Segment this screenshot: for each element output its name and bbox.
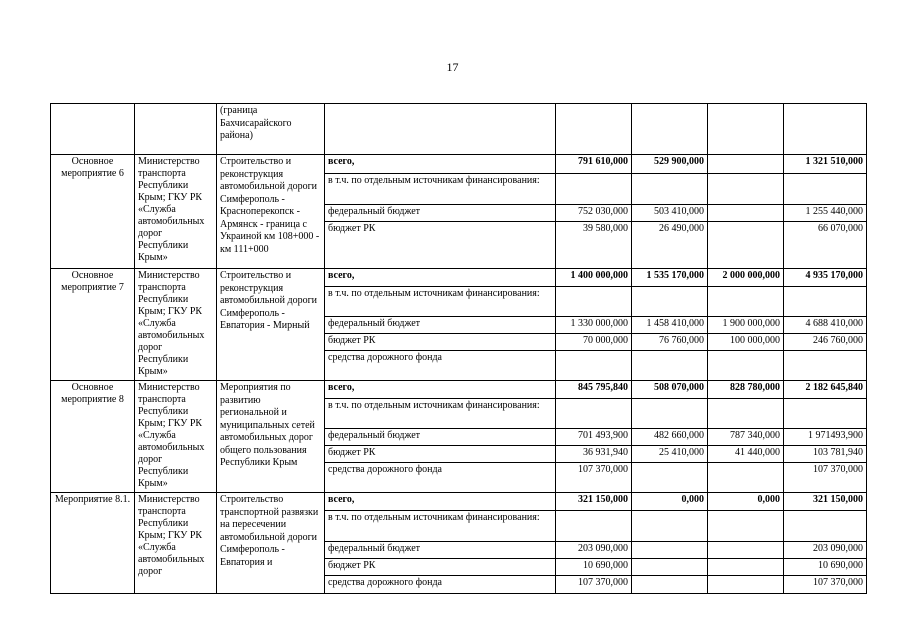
year-value-cell: 203 090,000 <box>556 542 632 559</box>
year-value-cell: 503 410,000 <box>632 205 708 222</box>
year-value-cell <box>556 174 632 205</box>
year-value-cell: 529 900,000 <box>632 155 708 174</box>
year-value-cell: 701 493,900 <box>556 429 632 446</box>
funding-source-cell: средства дорожного фонда <box>325 576 556 594</box>
year-value-cell: 1 535 170,000 <box>632 269 708 287</box>
measure-cell: Основное мероприятие 6 <box>51 155 135 269</box>
year-value-cell <box>708 463 784 493</box>
value-cell <box>784 104 867 155</box>
year-value-cell: 1 330 000,000 <box>556 317 632 334</box>
measure-cell: Мероприятие 8.1. <box>51 493 135 594</box>
funding-source-cell: средства дорожного фонда <box>325 351 556 381</box>
total-value-cell: 1 321 510,000 <box>784 155 867 174</box>
funding-source-cell: всего, <box>325 269 556 287</box>
description-cell: (граница Бахчисарайского района) <box>217 104 325 155</box>
year-value-cell: 36 931,940 <box>556 446 632 463</box>
total-value-cell: 66 070,000 <box>784 222 867 269</box>
table-row <box>51 493 867 511</box>
year-value-cell: 39 580,000 <box>556 222 632 269</box>
year-value-cell <box>708 351 784 381</box>
year-value-cell: 791 610,000 <box>556 155 632 174</box>
funding-source-cell: в т.ч. по отдельным источникам финансирования: <box>325 174 556 205</box>
measure-cell <box>51 104 135 155</box>
funding-source-cell: бюджет РК <box>325 446 556 463</box>
year-value-cell: 828 780,000 <box>708 381 784 399</box>
value-cell <box>632 104 708 155</box>
funding-source-cell: федеральный бюджет <box>325 205 556 222</box>
page-number: 17 <box>446 60 459 74</box>
total-value-cell <box>784 399 867 429</box>
budget-table <box>50 103 867 594</box>
year-value-cell: 1 458 410,000 <box>632 317 708 334</box>
total-value-cell: 107 370,000 <box>784 576 867 594</box>
total-value-cell: 2 182 645,840 <box>784 381 867 399</box>
year-value-cell: 1 900 000,000 <box>708 317 784 334</box>
year-value-cell: 70 000,000 <box>556 334 632 351</box>
total-value-cell <box>784 174 867 205</box>
funding-source-cell: бюджет РК <box>325 334 556 351</box>
year-value-cell <box>556 399 632 429</box>
total-value-cell: 107 370,000 <box>784 463 867 493</box>
funding-source-cell: в т.ч. по отдельным источникам финансирования: <box>325 287 556 317</box>
year-value-cell <box>708 399 784 429</box>
total-value-cell: 246 760,000 <box>784 334 867 351</box>
year-value-cell <box>632 463 708 493</box>
year-value-cell <box>708 174 784 205</box>
executor-cell: Министерство транспорта Республики Крым; ГКУ РК «Служба автомобильных дорог Республики Крым» <box>135 155 217 269</box>
year-value-cell <box>632 559 708 576</box>
funding-source-cell: федеральный бюджет <box>325 429 556 446</box>
year-value-cell <box>556 287 632 317</box>
total-value-cell <box>784 287 867 317</box>
year-value-cell: 107 370,000 <box>556 463 632 493</box>
total-value-cell: 1 255 440,000 <box>784 205 867 222</box>
year-value-cell <box>708 222 784 269</box>
year-value-cell: 107 370,000 <box>556 576 632 594</box>
funding-source-cell: бюджет РК <box>325 222 556 269</box>
year-value-cell <box>708 559 784 576</box>
funding-source-cell: всего, <box>325 155 556 174</box>
year-value-cell <box>708 542 784 559</box>
year-value-cell <box>632 174 708 205</box>
table-row <box>51 155 867 174</box>
total-value-cell: 1 971493,900 <box>784 429 867 446</box>
funding-source-cell: бюджет РК <box>325 559 556 576</box>
funding-source-cell: федеральный бюджет <box>325 317 556 334</box>
year-value-cell: 2 000 000,000 <box>708 269 784 287</box>
total-value-cell: 103 781,940 <box>784 446 867 463</box>
year-value-cell <box>708 287 784 317</box>
total-value-cell: 203 090,000 <box>784 542 867 559</box>
total-value-cell: 321 150,000 <box>784 493 867 511</box>
year-value-cell <box>632 351 708 381</box>
year-value-cell: 508 070,000 <box>632 381 708 399</box>
table-row <box>51 269 867 287</box>
total-value-cell: 4 688 410,000 <box>784 317 867 334</box>
description-cell: Строительство и реконструкция автомобильной дороги Симферополь - Евпатория - Мирный <box>217 269 325 381</box>
year-value-cell <box>632 287 708 317</box>
funding-source-cell: в т.ч. по отдельным источникам финансирования: <box>325 511 556 542</box>
year-value-cell <box>632 399 708 429</box>
description-cell: Мероприятия по развитию региональной и муниципальных сетей автомобильных дорог общего пользования Республики Крым <box>217 381 325 493</box>
year-value-cell: 845 795,840 <box>556 381 632 399</box>
total-value-cell <box>784 511 867 542</box>
measure-cell: Основное мероприятие 8 <box>51 381 135 493</box>
year-value-cell <box>708 511 784 542</box>
year-value-cell: 41 440,000 <box>708 446 784 463</box>
description-cell: Строительство транспортной развязки на пересечении автомобильной дороги Симферополь - Евпатория и <box>217 493 325 594</box>
table-row <box>51 381 867 399</box>
year-value-cell: 482 660,000 <box>632 429 708 446</box>
year-value-cell: 787 340,000 <box>708 429 784 446</box>
description-cell: Строительство и реконструкция автомобильной дороги Симферополь - Красноперекопск - Армянск - граница с Украиной км 108+000 - км 111+000 <box>217 155 325 269</box>
year-value-cell <box>708 576 784 594</box>
value-cell <box>556 104 632 155</box>
year-value-cell <box>708 205 784 222</box>
year-value-cell <box>556 511 632 542</box>
executor-cell: Министерство транспорта Республики Крым; ГКУ РК «Служба автомобильных дорог Республики Крым» <box>135 269 217 381</box>
top-row <box>51 104 867 155</box>
year-value-cell: 100 000,000 <box>708 334 784 351</box>
year-value-cell <box>556 351 632 381</box>
funding-source-cell: всего, <box>325 493 556 511</box>
year-value-cell <box>632 576 708 594</box>
year-value-cell <box>632 542 708 559</box>
year-value-cell <box>708 155 784 174</box>
measure-cell: Основное мероприятие 7 <box>51 269 135 381</box>
year-value-cell: 76 760,000 <box>632 334 708 351</box>
executor-cell: Министерство транспорта Республики Крым; ГКУ РК «Служба автомобильных дорог <box>135 493 217 594</box>
year-value-cell: 0,000 <box>708 493 784 511</box>
funding-source-cell: всего, <box>325 381 556 399</box>
year-value-cell: 25 410,000 <box>632 446 708 463</box>
value-cell <box>708 104 784 155</box>
executor-cell <box>135 104 217 155</box>
funding-source-cell: федеральный бюджет <box>325 542 556 559</box>
year-value-cell: 1 400 000,000 <box>556 269 632 287</box>
total-value-cell <box>784 351 867 381</box>
source-cell <box>325 104 556 155</box>
total-value-cell: 10 690,000 <box>784 559 867 576</box>
executor-cell: Министерство транспорта Республики Крым; ГКУ РК «Служба автомобильных дорог Республики Крым» <box>135 381 217 493</box>
year-value-cell: 26 490,000 <box>632 222 708 269</box>
year-value-cell: 752 030,000 <box>556 205 632 222</box>
total-value-cell: 4 935 170,000 <box>784 269 867 287</box>
year-value-cell: 10 690,000 <box>556 559 632 576</box>
funding-source-cell: в т.ч. по отдельным источникам финансирования: <box>325 399 556 429</box>
year-value-cell <box>632 511 708 542</box>
year-value-cell: 321 150,000 <box>556 493 632 511</box>
funding-source-cell: средства дорожного фонда <box>325 463 556 493</box>
year-value-cell: 0,000 <box>632 493 708 511</box>
